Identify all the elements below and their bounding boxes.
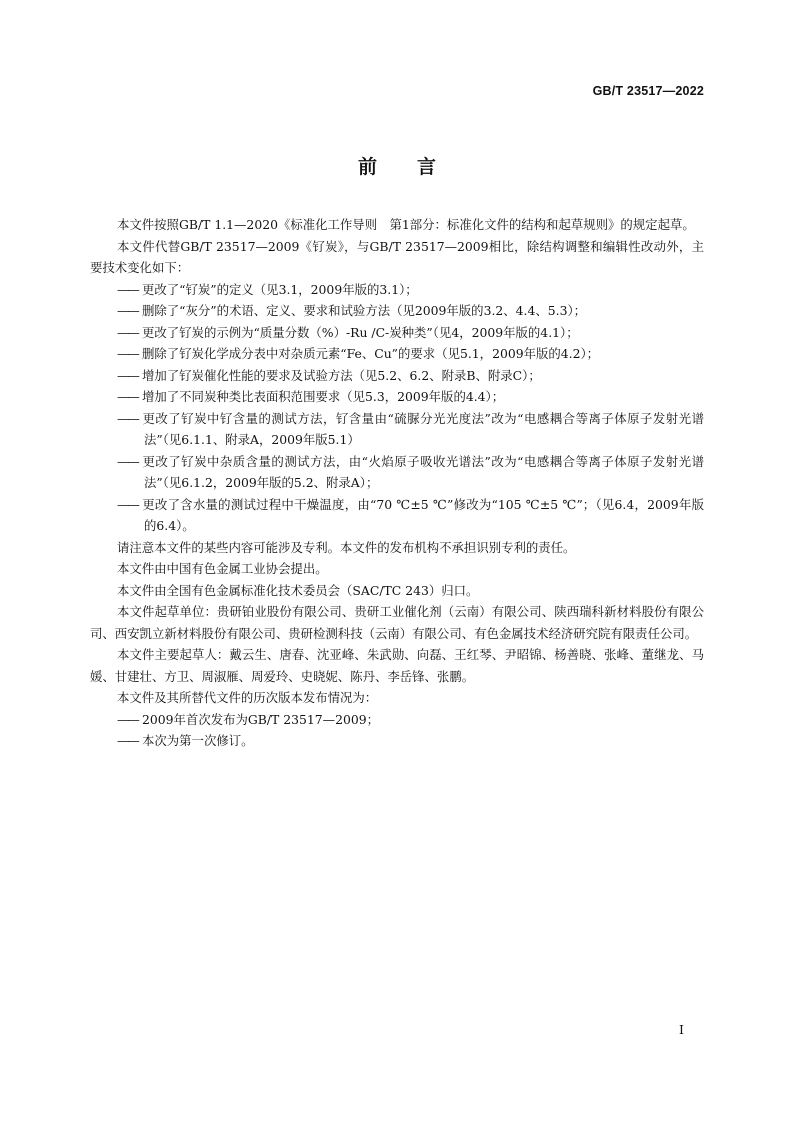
dash-marker: —— bbox=[117, 711, 138, 727]
paragraph-replacement: 本文件代替GB/T 23517—2009《钌炭》，与GB/T 23517—2009相比，除结构调整和编辑性改动外，主要技术变化如下： bbox=[90, 238, 704, 275]
paragraph-drafters: 本文件主要起草人：戴云生、唐春、沈亚峰、朱武勋、向磊、王红琴、尹昭锦、杨善晓、张峰、董继龙、马媛、甘建壮、方卫、周淑雁、周爱玲、史晓妮、陈丹、李岳锋、张鹏。 bbox=[90, 647, 704, 684]
page-number: I bbox=[679, 1022, 684, 1037]
dash-marker: —— bbox=[117, 453, 138, 469]
change-item: —— 更改了钌炭的示例为“质量分数（%）-Ru /C-炭种类”（见4，2009年版的4.1）； bbox=[90, 322, 704, 344]
change-item: —— 更改了“钌炭”的定义（见3.1，2009年版的3.1）； bbox=[90, 279, 704, 301]
paragraph-committee: 本文件由全国有色金属标准化技术委员会（SAC/TC 243）归口。 bbox=[117, 582, 479, 598]
change-item: —— 更改了钌炭中钌含量的测试方法，钌含量由“硫脲分光光度法”改为“电感耦合等离子体原子发射光谱法”（见6.1.1、附录A，2009年版5.1） bbox=[90, 408, 704, 451]
history-item: —— 本次为第一次修订。 bbox=[90, 730, 704, 752]
paragraph-drafting-rules: 本文件按照GB/T 1.1—2020《标准化工作导则 第1部分：标准化文件的结构和起草规则》的规定起草。 bbox=[117, 217, 695, 232]
change-item: —— 增加了钌炭催化性能的要求及试验方法（见5.2、6.2、附录B、附录C）； bbox=[90, 365, 704, 387]
dash-marker: —— bbox=[117, 389, 138, 404]
dash-marker: —— bbox=[117, 346, 138, 361]
paragraph-drafting-units: 本文件起草单位：贵研铂业股份有限公司、贵研工业催化剂（云南）有限公司、陕西瑞科新材料股份有限公司、西安凯立新材料股份有限公司、贵研检测科技（云南）有限公司、有色金属技术经济研究院有限责任公司。 bbox=[90, 604, 704, 641]
change-item: —— 更改了钌炭中杂质含量的测试方法，由“火焰原子吸收光谱法”改为“电感耦合等离子体原子发射光谱法”（见6.1.2，2009年版的5.2、附录A）； bbox=[90, 451, 704, 494]
dash-marker: —— bbox=[117, 496, 138, 512]
change-item: —— 删除了钌炭化学成分表中对杂质元素“Fe、Cu”的要求（见5.1，2009年版的4.2）； bbox=[90, 343, 704, 365]
dash-marker: —— bbox=[117, 733, 138, 748]
dash-marker: —— bbox=[117, 281, 138, 297]
change-item: —— 更改了含水量的测试过程中干燥温度，由“70 ℃±5 ℃”修改为“105 ℃±5 ℃”；（见6.4，2009年版的6.4）。 bbox=[90, 494, 704, 537]
standard-code: GB/T 23517—2022 bbox=[592, 84, 704, 98]
paragraph-history-intro: 本文件及其所替代文件的历次版本发布情况为： bbox=[117, 690, 378, 705]
dash-marker: —— bbox=[117, 410, 138, 426]
dash-marker: —— bbox=[117, 324, 138, 340]
paragraph-proposer: 本文件由中国有色金属工业协会提出。 bbox=[117, 561, 328, 576]
change-item: —— 增加了不同炭种类比表面积范围要求（见5.3，2009年版的4.4）； bbox=[90, 386, 704, 408]
page-title: 前言 bbox=[357, 156, 476, 178]
paragraph-patent-notice: 请注意本文件的某些内容可能涉及专利。本文件的发布机构不承担识别专利的责任。 bbox=[117, 539, 576, 555]
dash-marker: —— bbox=[117, 367, 138, 383]
change-item: —— 删除了“灰分”的术语、定义、要求和试验方法（见2009年版的3.2、4.4、5.3）； bbox=[90, 300, 704, 322]
history-item: —— 2009年首次发布为GB/T 23517—2009； bbox=[90, 709, 704, 731]
document-body bbox=[90, 214, 704, 752]
dash-marker: —— bbox=[117, 303, 138, 318]
